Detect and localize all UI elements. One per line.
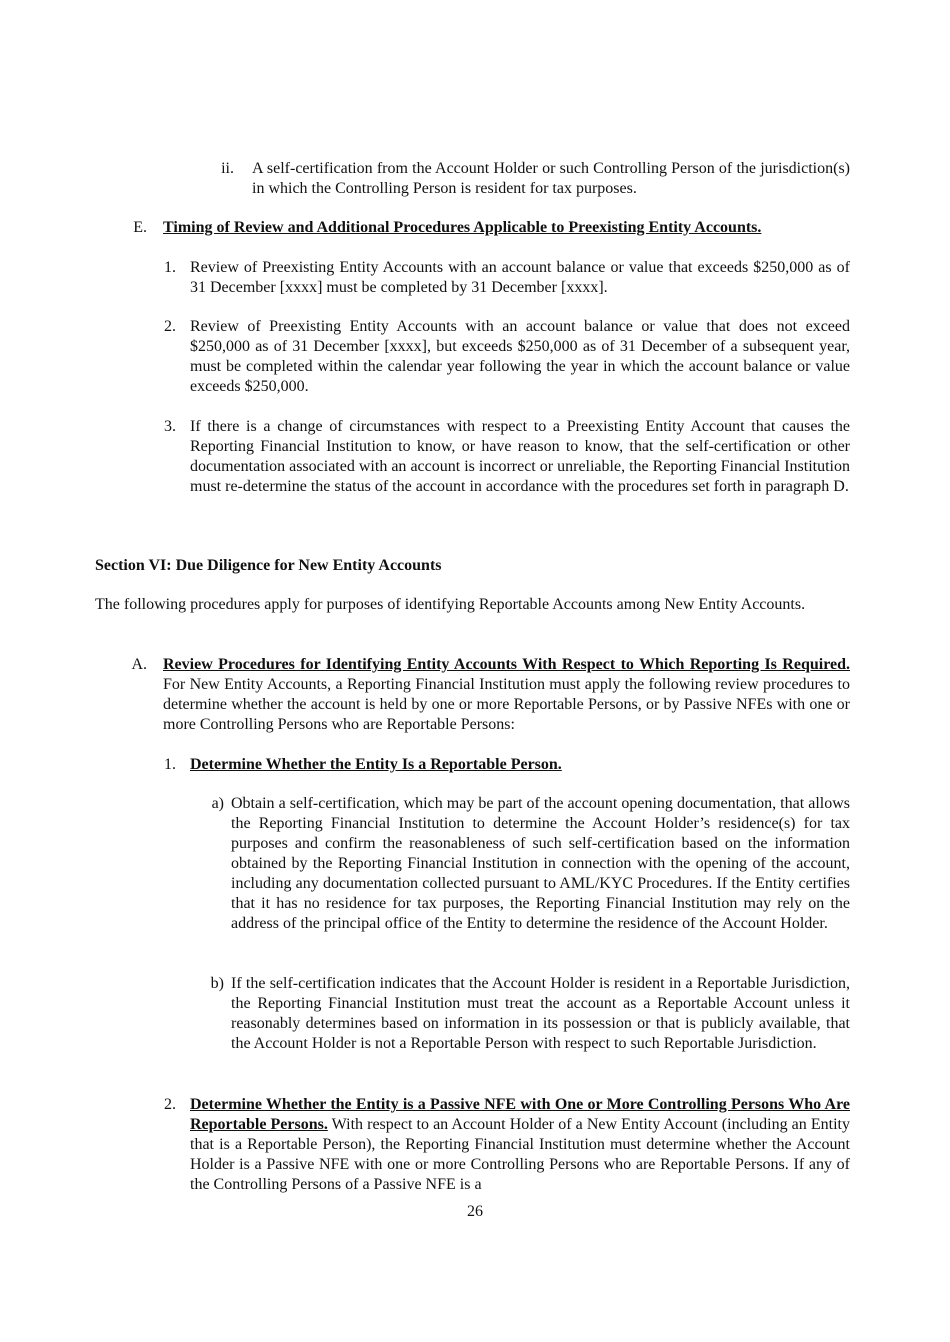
item-a1a-text: Obtain a self-certification, which may be part of the account opening documentation, that allows the Reporting Financial Institution to determine the Account Holder’s residence(s) for tax purposes and confirm the reasonableness of such self-certification based on the information obtained by the Reporting Financial Institution in connection with the opening of the account, including any documentation collected pursuant to AML/KYC Procedures. If the Entity certifies that it has no residence for tax purposes, the Reporting Financial Institution may rely on the address of the principal office of the Entity to determine the residence of the Account Holder. bbox=[231, 795, 850, 932]
item-a2-heading: Determine Whether the Entity is a Passive NFE with One or More Controlling Persons Who Are Reportable Persons. bbox=[190, 1096, 850, 1133]
item-a2-marker: 2. bbox=[164, 1096, 176, 1113]
item-a2-paragraph bbox=[190, 1095, 850, 1195]
item-ii-text: A self-certification from the Account Holder or such Controlling Person of the jurisdiction(s) in which the Controlling Person is resident for tax purposes. bbox=[252, 160, 850, 197]
item-e1-marker: 1. bbox=[164, 259, 176, 276]
item-e1-text: Review of Preexisting Entity Accounts with an account balance or value that exceeds $250,000 as of 31 December [xxxx] must be completed by 31 December [xxxx]. bbox=[190, 259, 850, 296]
item-e-heading: Timing of Review and Additional Procedures Applicable to Preexisting Entity Accounts. bbox=[163, 219, 762, 236]
item-a1b-text: If the self-certification indicates that the Account Holder is resident in a Reportable Jurisdiction, the Reporting Financial Institution must treat the account as a Reportable Account unless it reasonably determines based on information in its possession or that is publicly available, that the Account Holder is not a Reportable Person with respect to such Reportable Jurisdiction. bbox=[231, 975, 850, 1052]
section-title: Section VI: Due Diligence for New Entity Accounts bbox=[95, 557, 442, 574]
item-e2-marker: 2. bbox=[164, 318, 176, 335]
item-a1-heading: Determine Whether the Entity Is a Reportable Person. bbox=[190, 756, 562, 773]
item-a-text: For New Entity Accounts, a Reporting Financial Institution must apply the following review procedures to determine whether the account is held by one or more Reportable Persons, or by Passive NFEs with one or more Controlling Persons who are Reportable Persons: bbox=[163, 676, 850, 733]
section-intro: The following procedures apply for purposes of identifying Reportable Accounts among New Entity Accounts. bbox=[95, 596, 806, 613]
item-e3-marker: 3. bbox=[164, 418, 176, 435]
item-a1-marker: 1. bbox=[164, 756, 176, 773]
item-ii-marker: ii. bbox=[221, 160, 234, 177]
page-number: 26 bbox=[467, 1203, 483, 1220]
item-a-paragraph bbox=[163, 655, 850, 735]
item-a2-text: With respect to an Account Holder of a New Entity Account (including an Entity that is a Reportable Person), the Reporting Financial Institution must determine whether the Account Holder is a Passive NFE with one or more Controlling Persons who are Reportable Persons. If any of the Controlling Persons of a Passive NFE is a bbox=[190, 1116, 850, 1193]
item-a1a-marker: a) bbox=[211, 795, 224, 812]
item-a1b-marker: b) bbox=[210, 975, 224, 992]
item-e3-text: If there is a change of circumstances with respect to a Preexisting Entity Account that causes the Reporting Financial Institution to know, or have reason to know, that the self-certification or other documentation associated with an account is incorrect or unreliable, the Reporting Financial Institution must re-determine the status of the account in accordance with the procedures set forth in paragraph D. bbox=[190, 418, 850, 495]
item-a-marker: A. bbox=[131, 656, 147, 673]
item-a-heading: Review Procedures for Identifying Entity Accounts With Respect to Which Reporting Is Required. bbox=[163, 656, 850, 673]
item-e-marker: E. bbox=[133, 219, 147, 236]
item-e2-text: Review of Preexisting Entity Accounts with an account balance or value that does not exceed $250,000 as of 31 December [xxxx], but exceeds $250,000 as of 31 December of a subsequent year, must be completed within the calendar year following the year in which the account balance or value exceeds $250,000. bbox=[190, 318, 850, 395]
